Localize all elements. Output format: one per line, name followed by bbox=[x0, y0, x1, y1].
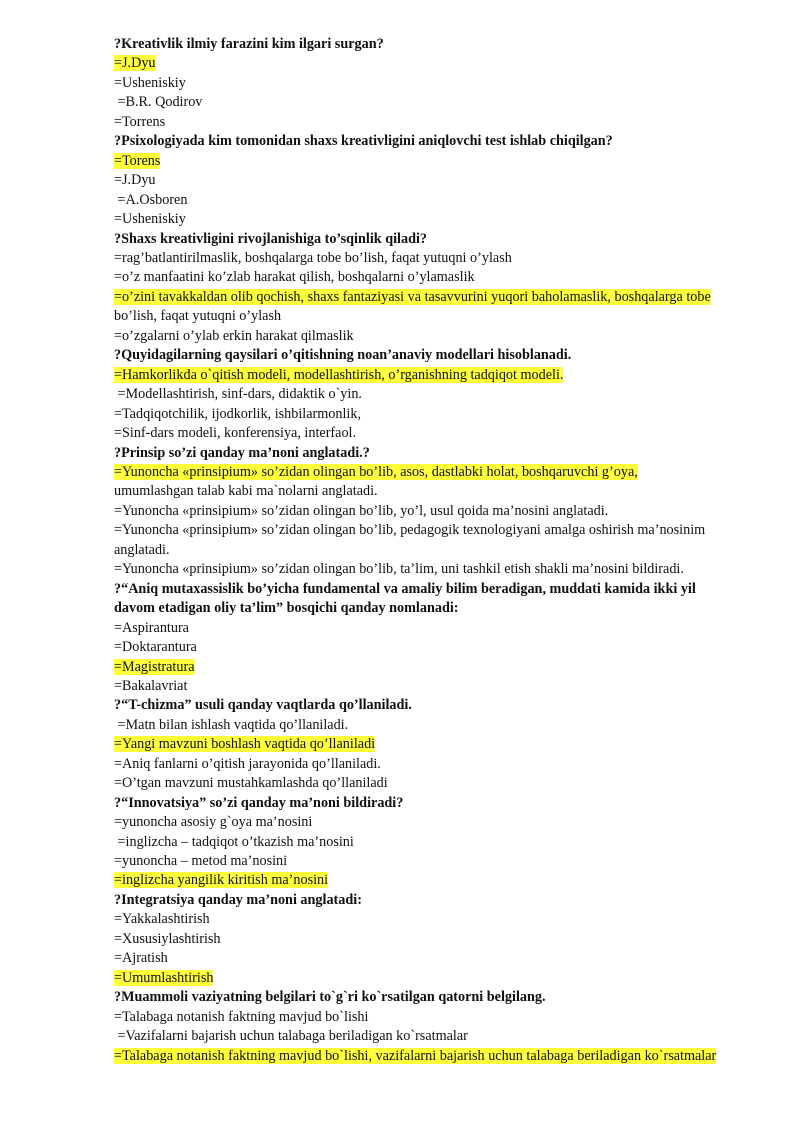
answer-8-1: =yunoncha asosiy g`oya ma’nosini bbox=[114, 814, 313, 831]
answer-5-1 bbox=[114, 463, 760, 482]
answer-5-3-continued: anglatadi. bbox=[114, 541, 170, 558]
answer-4-2: =Modellashtirish, sinf-dars, didaktik o`yin. bbox=[114, 386, 362, 403]
answer-1-2: =Usheniskiy bbox=[114, 74, 186, 91]
answer-7-1: =Matn bilan ishlash vaqtida qo’llaniladi. bbox=[114, 716, 349, 733]
answer-9-3: =Ajratish bbox=[114, 950, 168, 967]
correct-answer-highlight: =inglizcha yangilik kiritish ma’nosini bbox=[114, 872, 329, 889]
question-3: ?Shaxs kreativligini rivojlanishiga to’sqinlik qiladi? bbox=[114, 230, 427, 247]
answer-2-1 bbox=[114, 152, 760, 171]
correct-answer-highlight: =Magistratura bbox=[114, 658, 195, 675]
answer-9-2: =Xususiylashtirish bbox=[114, 930, 221, 947]
answer-3-1: =rag’batlantirilmaslik, boshqalarga tobe bo’lish, faqat yutuqni o’ylash bbox=[114, 249, 512, 266]
answer-6-2: =Doktarantura bbox=[114, 639, 197, 656]
answer-8-4 bbox=[114, 871, 760, 890]
question-2: ?Psixologiyada kim tomonidan shaxs kreativligini aniqlovchi test ishlab chiqilgan? bbox=[114, 133, 613, 150]
answer-1-4: =Torrens bbox=[114, 113, 166, 130]
answer-2-3: =A.Osboren bbox=[114, 191, 188, 208]
answer-6-1: =Aspirantura bbox=[114, 619, 189, 636]
answer-9-1: =Yakkalashtirish bbox=[114, 911, 210, 928]
answer-10-3 bbox=[114, 1047, 760, 1066]
question-1: ?Kreativlik ilmiy farazini kim ilgari surgan? bbox=[114, 36, 384, 52]
question-9: ?Integratsiya qanday ma’noni anglatadi: bbox=[114, 891, 362, 908]
answer-6-3 bbox=[114, 658, 760, 677]
question-6: ?“Aniq mutaxassislik bo’yicha fundamental va amaliy bilim beradigan, muddati kamida ikki yil bbox=[114, 580, 696, 597]
answer-9-4 bbox=[114, 969, 760, 988]
answer-6-4: =Bakalavriat bbox=[114, 677, 188, 694]
answer-1-3: =B.R. Qodirov bbox=[114, 94, 203, 111]
correct-answer-highlight: =Umumlashtirish bbox=[114, 969, 214, 986]
answer-3-3 bbox=[114, 288, 760, 307]
answer-4-4: =Sinf-dars modeli, konferensiya, interfaol. bbox=[114, 425, 357, 442]
answer-5-2: =Yunoncha «prinsipium» so’zidan olingan bo’lib, yo’l, usul qoida ma’nosini anglatadi. bbox=[114, 502, 609, 519]
correct-answer-highlight: =J.Dyu bbox=[114, 55, 156, 72]
answer-8-2: =inglizcha – tadqiqot o’tkazish ma’nosini bbox=[114, 833, 354, 850]
question-4: ?Quyidagilarning qaysilari o’qitishning noan’anaviy modellari hisoblanadi. bbox=[114, 347, 572, 364]
answer-7-4: =O’tgan mavzuni mustahkamlashda qo’llaniladi bbox=[114, 775, 388, 792]
answer-4-3: =Tadqiqotchilik, ijodkorlik, ishbilarmonlik, bbox=[114, 405, 361, 422]
question-5: ?Prinsip so’zi qanday ma’noni anglatadi.? bbox=[114, 444, 370, 461]
answer-5-1-continued: umumlashgan talab kabi ma`nolarni anglatadi. bbox=[114, 483, 378, 500]
correct-answer-highlight: =Yunoncha «prinsipium» so’zidan olingan bo’lib, asos, dastlabki holat, boshqaruvchi g’oya, bbox=[114, 463, 638, 480]
answer-7-3: =Aniq fanlarni o’qitish jarayonida qo’llaniladi. bbox=[114, 755, 381, 772]
answer-3-2: =o’z manfaatini ko’zlab harakat qilish, boshqalarni o’ylamaslik bbox=[114, 269, 475, 286]
answer-8-3: =yunoncha – metod ma’nosini bbox=[114, 853, 288, 870]
answer-10-1: =Talabaga notanish faktning mavjud bo`lishi bbox=[114, 1008, 369, 1025]
correct-answer-highlight: =Talabaga notanish faktning mavjud bo`lishi, vazifalarni bajarish uchun talabaga beriladigan ko`rsatmalar bbox=[114, 1047, 717, 1064]
question-6-continued: davom etadigan oliy ta’lim” bosqichi qanday nomlanadi: bbox=[114, 600, 459, 617]
answer-1-1 bbox=[114, 54, 760, 73]
answer-5-3: =Yunoncha «prinsipium» so’zidan olingan bo’lib, pedagogik texnologiyani amalga oshirish ma’nosinim bbox=[114, 522, 706, 539]
question-7: ?“T-chizma” usuli qanday vaqtlarda qo’llaniladi. bbox=[114, 697, 412, 714]
answer-2-2: =J.Dyu bbox=[114, 172, 156, 189]
correct-answer-highlight: =Torens bbox=[114, 152, 161, 169]
answer-3-3-continued: bo’lish, faqat yutuqni o’ylash bbox=[114, 308, 282, 325]
correct-answer-highlight: =o’zini tavakkaldan olib qochish, shaxs fantaziyasi va tasavvurini yuqori baholamaslik, boshqalarga tobe bbox=[114, 288, 711, 305]
answer-3-4: =o’zgalarni o’ylab erkin harakat qilmaslik bbox=[114, 327, 354, 344]
answer-2-4: =Usheniskiy bbox=[114, 211, 186, 228]
correct-answer-highlight: =Hamkorlikda o`qitish modeli, modellashtirish, o’rganishning tadqiqot modeli. bbox=[114, 366, 564, 383]
question-8: ?“Innovatsiya” so’zi qanday ma’noni bildiradi? bbox=[114, 794, 404, 811]
answer-10-2: =Vazifalarni bajarish uchun talabaga beriladigan ko`rsatmalar bbox=[114, 1028, 468, 1045]
answer-5-4: =Yunoncha «prinsipium» so’zidan olingan bo’lib, ta’lim, uni tashkil etish shakli ma’nosini bildiradi. bbox=[114, 561, 684, 578]
question-10: ?Muammoli vaziyatning belgilari to`g`ri ko`rsatilgan qatorni belgilang. bbox=[114, 989, 546, 1006]
answer-7-2 bbox=[114, 735, 760, 754]
answer-4-1 bbox=[114, 366, 760, 385]
correct-answer-highlight: =Yangi mavzuni boshlash vaqtida qo’llaniladi bbox=[114, 736, 376, 753]
